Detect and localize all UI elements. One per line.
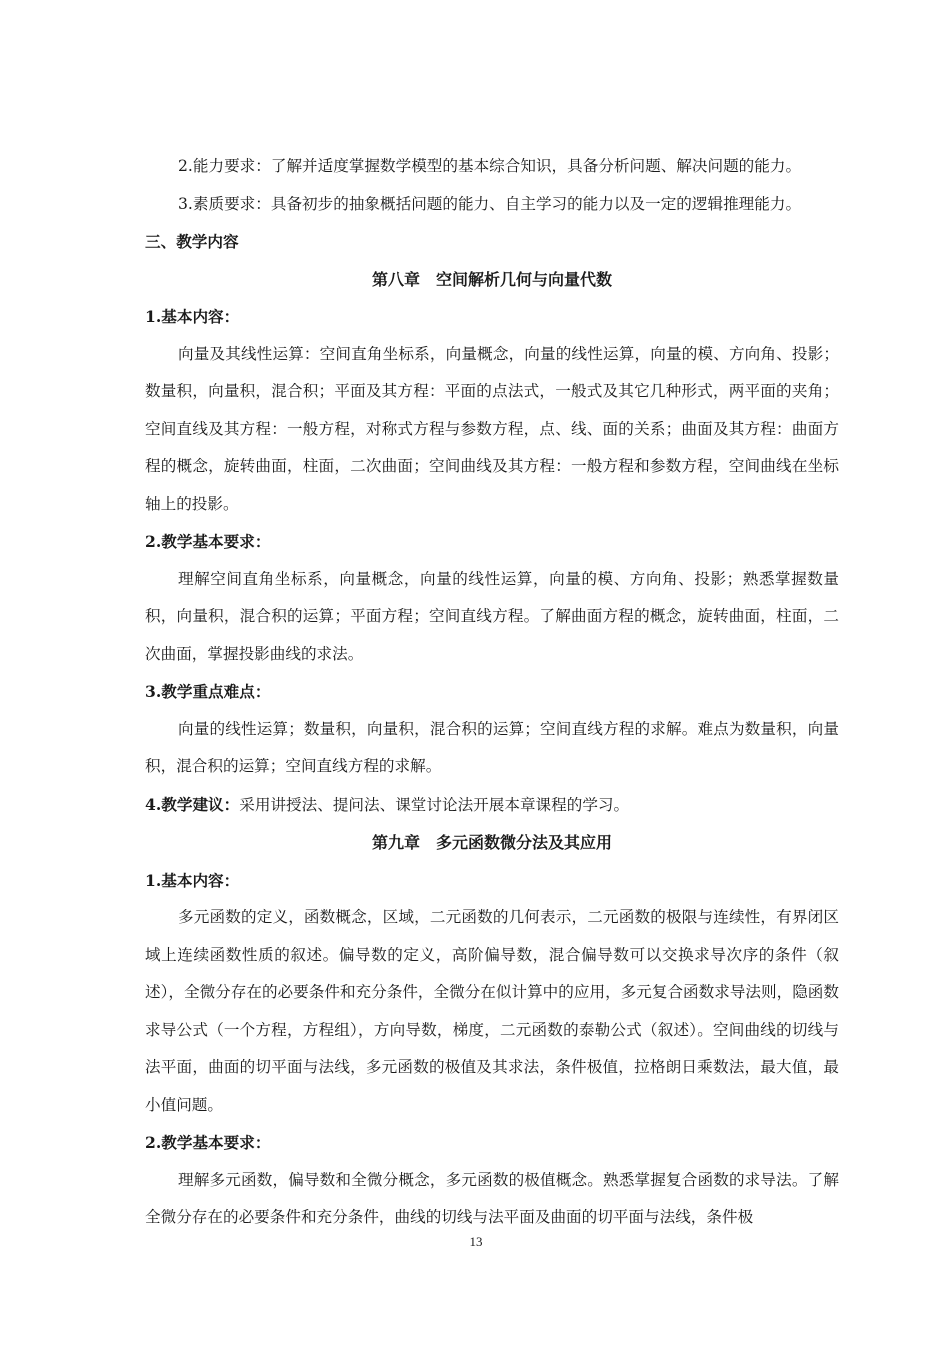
- chapter8-title: 第八章 空间解析几何与向量代数: [371, 269, 612, 289]
- chapter8-advice: [145, 786, 839, 825]
- chapter8-advice-text: 采用讲授法、提问法、课堂讨论法开展本章课程的学习。: [239, 795, 630, 814]
- chapter8-key-heading: 3.教学重点难点：: [145, 682, 271, 701]
- page-content: [145, 148, 839, 1237]
- chapter8-key-text: 向量的线性运算；数量积，向量积，混合积的运算；空间直线方程的求解。难点为数量积，向量积，混合积的运算；空间直线方程的求解。: [145, 719, 839, 775]
- ability-requirement: 2.能力要求：了解并适度掌握数学模型的基本综合知识，具备分析问题、解决问题的能力。: [178, 157, 802, 175]
- chapter9-req-text: 理解多元函数，偏导数和全微分概念，多元函数的极值概念。熟悉掌握复合函数的求导法。了解全微分存在的必要条件和充分条件，曲线的切线与法平面及曲面的切平面与法线，条件极: [145, 1170, 839, 1226]
- chapter8-basic-text: 向量及其线性运算：空间直角坐标系，向量概念，向量的线性运算，向量的模、方向角、投影；数量积，向量积，混合积；平面及其方程：平面的点法式，一般式及其它几种形式，两平面的夹角；空间直线及其方程：一般方程，对称式方程与参数方程，点、线、面的关系；曲面及其方程：曲面方程的概念，旋转曲面，柱面，二次曲面；空间曲线及其方程：一般方程和参数方程，空间曲线在坐标轴上的投影。: [145, 344, 839, 513]
- chapter9-req-heading: 2.教学基本要求：: [145, 1133, 271, 1152]
- chapter9-title: 第九章 多元函数微分法及其应用: [371, 833, 612, 852]
- chapter9-basic-heading: 1.基本内容：: [145, 870, 240, 890]
- quality-requirement: 3.素质要求：具备初步的抽象概括问题的能力、自主学习的能力以及一定的逻辑推理能力。: [178, 194, 802, 213]
- chapter8-advice-heading: 4.教学建议：: [145, 794, 240, 814]
- page-number: 13: [469, 1234, 483, 1249]
- chapter8-basic-heading: 1.基本内容：: [145, 307, 240, 326]
- chapter9-basic-text: 多元函数的定义，函数概念，区域，二元函数的几何表示，二元函数的极限与连续性，有界闭区域上连续函数性质的叙述。偏导数的定义，高阶偏导数，混合偏导数可以交换求导次序的条件（叙述），全微分存在的必要条件和充分条件，全微分在似计算中的应用，多元复合函数求导法则，隐函数求导公式（一个方程，方程组），方向导数，梯度，二元函数的泰勒公式（叙述）。空间曲线的切线与法平面，曲面的切平面与法线，多元函数的极值及其求法，条件极值，拉格朗日乘数法，最大值，最小值问题。: [145, 908, 839, 1114]
- chapter8-req-heading: 2.教学基本要求：: [145, 532, 271, 551]
- section-title: 三、教学内容: [145, 232, 239, 251]
- chapter8-req-text: 理解空间直角坐标系，向量概念，向量的线性运算，向量的模、方向角、投影；熟悉掌握数量积，向量积，混合积的运算；平面方程；空间直线方程。了解曲面方程的概念，旋转曲面，柱面，二次曲面，掌握投影曲线的求法。: [145, 569, 839, 663]
